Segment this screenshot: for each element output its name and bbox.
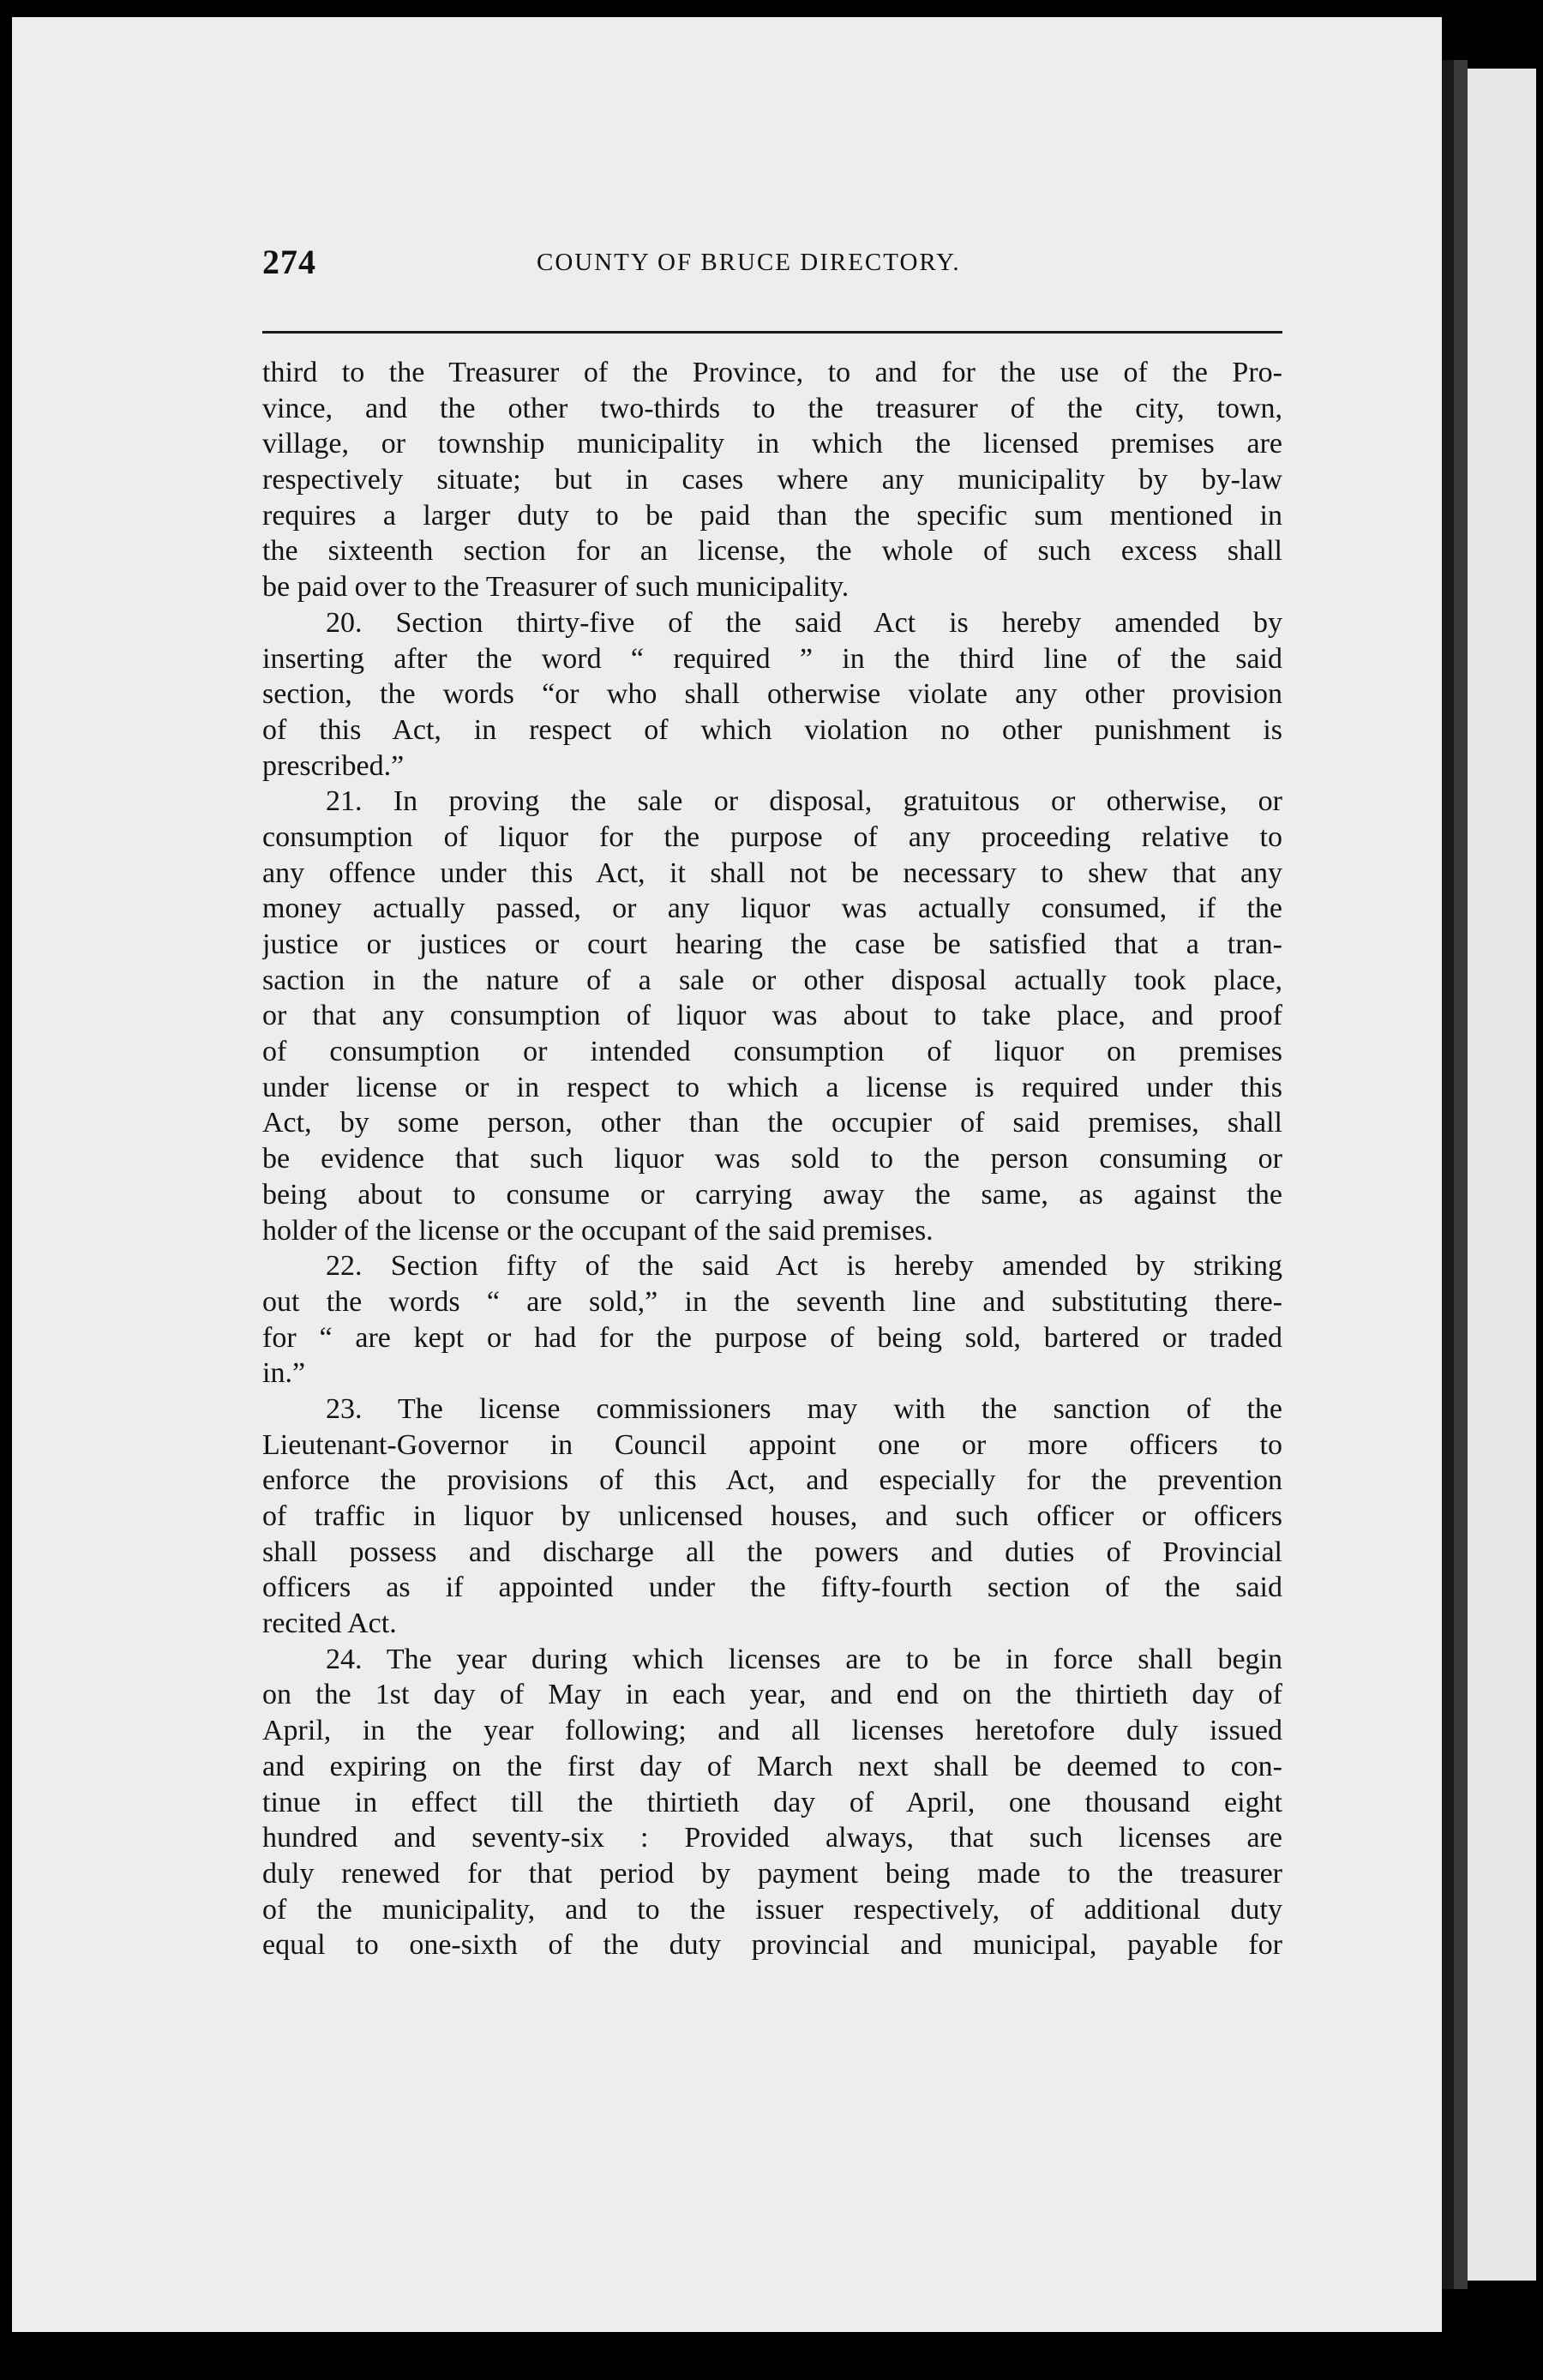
body-text xyxy=(262,355,1282,1963)
text-line: any offence under this Act, it shall not be necessary to shew that any xyxy=(262,856,1282,889)
text-line: justice or justices or court hearing the case be satisfied that a tran- xyxy=(262,929,1282,960)
text-line: be evidence that such liquor was sold to the person consuming or xyxy=(262,1143,1282,1175)
text-line: respectively situate; but in cases where any municipality by by-law xyxy=(262,464,1282,496)
running-title: COUNTY OF BRUCE DIRECTORY. xyxy=(537,249,961,276)
text-line: money actually passed, or any liquor was actually consumed, if the xyxy=(262,892,1282,925)
text-line: hundred and seventy-six : Provided always, that such licenses are xyxy=(262,1822,1282,1854)
text-line: consumption of liquor for the purpose of any proceeding relative to xyxy=(262,820,1282,853)
text-line: enforce the provisions of this Act, and especially for the prevention xyxy=(262,1464,1282,1497)
header-rule xyxy=(262,331,1282,334)
text-line: of the municipality, and to the issuer respectively, of additional duty xyxy=(262,1893,1282,1926)
text-line: April, in the year following; and all licenses heretofore duly issued xyxy=(262,1715,1282,1747)
text-line: equal to one-sixth of the duty provincial and municipal, payable for xyxy=(262,1929,1282,1962)
section-21-first-line: 21. In proving the sale or disposal, gratuitous or otherwise, or xyxy=(326,785,1282,818)
text-line: third to the Treasurer of the Province, to and for the use of the Pro- xyxy=(262,357,1282,388)
text-line: duly renewed for that period by payment being made to the treasurer xyxy=(262,1857,1282,1890)
text-line: Lieutenant-Governor in Council appoint one or more officers to xyxy=(262,1428,1282,1461)
text-line: the sixteenth section for an license, the whole of such excess shall xyxy=(262,535,1282,568)
text-line: holder of the license or the occupant of the said premises. xyxy=(262,1214,934,1247)
text-line: tinue in effect till the thirtieth day of April, one thousand eight xyxy=(262,1786,1282,1818)
section-22-first-line: 22. Section fifty of the said Act is hereby amended by striking xyxy=(326,1250,1282,1283)
text-line: vince, and the other two-thirds to the treasurer of the city, town, xyxy=(262,392,1282,424)
text-line: saction in the nature of a sale or other disposal actually took place, xyxy=(262,964,1282,996)
text-line: requires a larger duty to be paid than the specific sum mentioned in xyxy=(262,499,1282,532)
text-line: out the words “ are sold,” in the seventh line and substituting there- xyxy=(262,1285,1282,1318)
text-line: section, the words “or who shall otherwise violate any other provision xyxy=(262,678,1282,711)
section-23-first-line: 23. The license commissioners may with the sanction of the xyxy=(326,1392,1282,1425)
facing-page-sliver xyxy=(1468,69,1536,2281)
text-line: prescribed.” xyxy=(262,749,405,782)
text-line: village, or township municipality in which the licensed premises are xyxy=(262,428,1282,460)
text-line: recited Act. xyxy=(262,1608,397,1640)
text-line: of traffic in liquor by unlicensed houses, and such officer or officers xyxy=(262,1500,1282,1532)
page-number: 274 xyxy=(262,243,316,281)
text-line: for “ are kept or had for the purpose of being sold, bartered or traded xyxy=(262,1321,1282,1354)
text-line: be paid over to the Treasurer of such municipality. xyxy=(262,571,850,604)
text-line: in.” xyxy=(262,1357,306,1390)
page-gutter-edge xyxy=(1442,60,1454,2289)
text-line: Act, by some person, other than the occupier of said premises, shall xyxy=(262,1107,1282,1139)
text-line: shall possess and discharge all the powers and duties of Provincial xyxy=(262,1536,1282,1568)
text-line: or that any consumption of liquor was about to take place, and proof xyxy=(262,1000,1282,1032)
text-line: officers as if appointed under the fifty-fourth section of the said xyxy=(262,1572,1282,1604)
text-line: under license or in respect to which a license is required under this xyxy=(262,1071,1282,1103)
page-fold-shadow xyxy=(1454,60,1468,2289)
text-line: being about to consume or carrying away the same, as against the xyxy=(262,1178,1282,1211)
text-line: inserting after the word “ required ” in the third line of the said xyxy=(262,642,1282,675)
text-line: on the 1st day of May in each year, and end on the thirtieth day of xyxy=(262,1679,1282,1711)
page-header xyxy=(262,242,1282,293)
text-line: and expiring on the first day of March next shall be deemed to con- xyxy=(262,1750,1282,1782)
text-line: of this Act, in respect of which violation no other punishment is xyxy=(262,713,1282,746)
section-20-first-line: 20. Section thirty-five of the said Act is hereby amended by xyxy=(326,606,1282,639)
text-line: of consumption or intended consumption of liquor on premises xyxy=(262,1036,1282,1068)
section-24-first-line: 24. The year during which licenses are to be in force shall begin xyxy=(326,1643,1282,1675)
